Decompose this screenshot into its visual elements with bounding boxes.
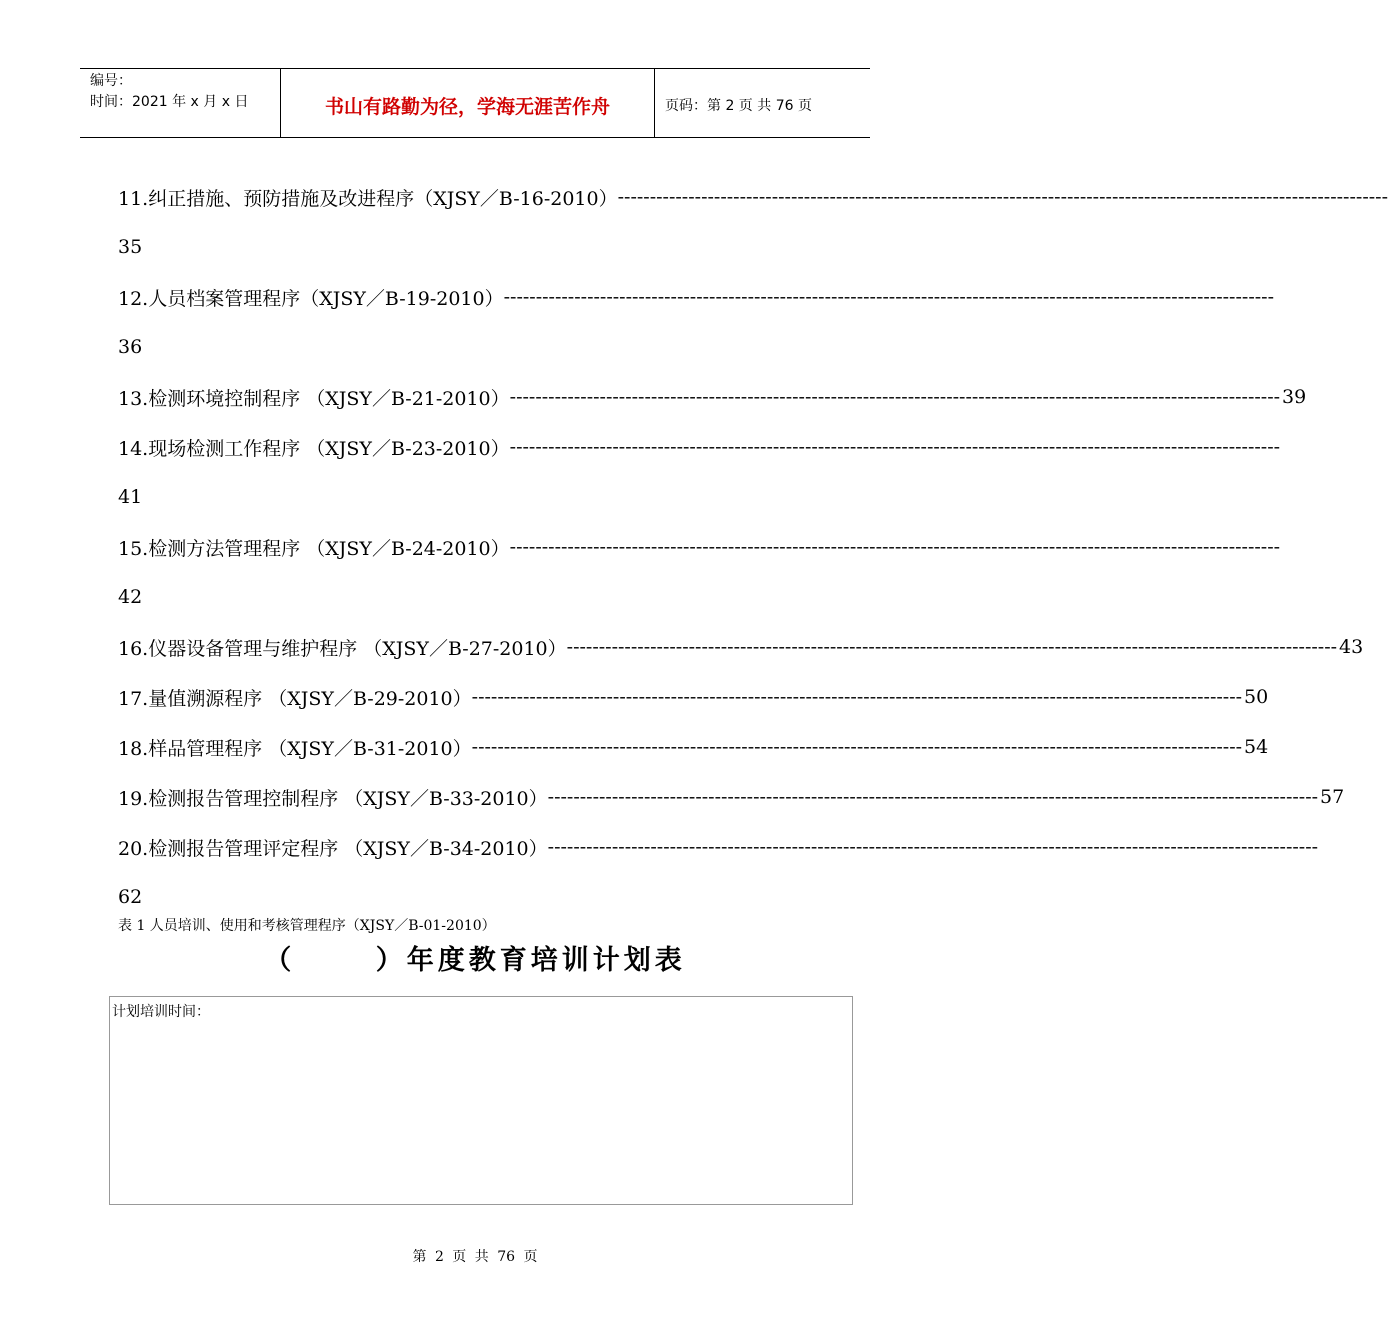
toc-entry-page: 36 [118,336,143,358]
form-title: （ ）年度教育培训计划表 [264,945,686,976]
time-label: 时间：2021 年 x 月 x 日 [90,94,249,110]
toc-entry-page: 43 [1339,636,1364,658]
toc-entry-page: 35 [118,236,143,258]
toc-entry-title: 12.人员档案管理程序（XJSY／B-19-2010） [118,287,504,310]
toc-entry[interactable] [118,822,1319,872]
toc-leader-dashes: ------------------------------------------------------------------------------------------------------------------------ [547,836,1319,858]
toc-entry-title: 19.检测报告管理控制程序 （XJSY／B-33-2010） [118,787,548,810]
toc-entry-page-line [118,222,832,272]
toc-entry-page-line [118,322,832,372]
toc-leader-dashes: ------------------------------------------------------------------------------------------------------------------------ [471,686,1243,708]
toc-leader-dashes: ------------------------------------------------------------------------------------------------------------------------ [509,536,1281,558]
toc-entry[interactable] [118,672,1269,722]
toc-entry-page: 42 [118,586,143,608]
toc-entry-title: 17.量值溯源程序 （XJSY／B-29-2010） [118,687,472,710]
toc-leader-dashes: ------------------------------------------------------------------------------------------------------------------------ [566,636,1338,658]
toc-entry-page-line [118,472,832,522]
toc-leader-dashes: ------------------------------------------------------------------------------------------------------------------------ [509,436,1281,458]
document-header [80,68,870,138]
toc-entry-page: 50 [1244,686,1269,708]
training-plan-box [109,996,853,1205]
toc-entry[interactable] [118,372,1307,422]
toc-leader-dashes: ------------------------------------------------------------------------------------------------------------------------ [509,386,1281,408]
toc-entry-title: 15.检测方法管理程序 （XJSY／B-24-2010） [118,537,510,560]
toc-entry-title: 20.检测报告管理评定程序 （XJSY／B-34-2010） [118,837,548,860]
serial-label: 编号： [90,73,132,89]
toc-leader-dashes: ------------------------------------------------------------------------------------------------------------------------ [617,186,1388,208]
toc-entry-page: 57 [1320,786,1345,808]
toc-entry-title: 18.样品管理程序 （XJSY／B-31-2010） [118,737,472,760]
toc-entry-page: 41 [118,486,143,508]
header-motto: 书山有路勤为径，学海无涯苦作舟 [281,69,655,137]
toc-entry-page-line [118,572,832,622]
toc-entry[interactable] [118,422,1281,472]
toc-entry[interactable] [118,622,1364,672]
toc-leader-dashes: ------------------------------------------------------------------------------------------------------------------------ [547,786,1319,808]
header-meta [80,69,281,137]
toc-entry[interactable] [118,522,1281,572]
toc-entry[interactable] [118,172,1388,222]
page-footer: 第 2 页 共 76 页 [412,1249,538,1265]
toc-entry-page: 54 [1244,736,1269,758]
toc-entry[interactable] [118,272,1274,322]
header-page-info: 页码：第 2 页 共 76 页 [665,98,812,114]
toc-entry-page: 62 [118,886,143,908]
toc-entry-page: 39 [1282,386,1307,408]
toc-entry[interactable] [118,772,1345,822]
toc-entry-title: 14.现场检测工作程序 （XJSY／B-23-2010） [118,437,510,460]
planned-time-label: 计划培训时间： [112,1004,210,1020]
toc-leader-dashes: ------------------------------------------------------------------------------------------------------------------------ [471,736,1243,758]
toc-leader-dashes: ------------------------------------------------------------------------------------------------------------------------ [503,286,1274,308]
toc-entry-title: 13.检测环境控制程序 （XJSY／B-21-2010） [118,387,510,410]
table-caption: 表 1 人员培训、使用和考核管理程序（XJSY／B-01-2010） [118,918,496,934]
toc-entry[interactable] [118,722,1269,772]
toc-entry-title: 16.仪器设备管理与维护程序 （XJSY／B-27-2010） [118,637,567,660]
toc-entry-title: 11.纠正措施、预防措施及改进程序（XJSY／B-16-2010） [118,187,618,210]
table-of-contents [118,172,1388,922]
